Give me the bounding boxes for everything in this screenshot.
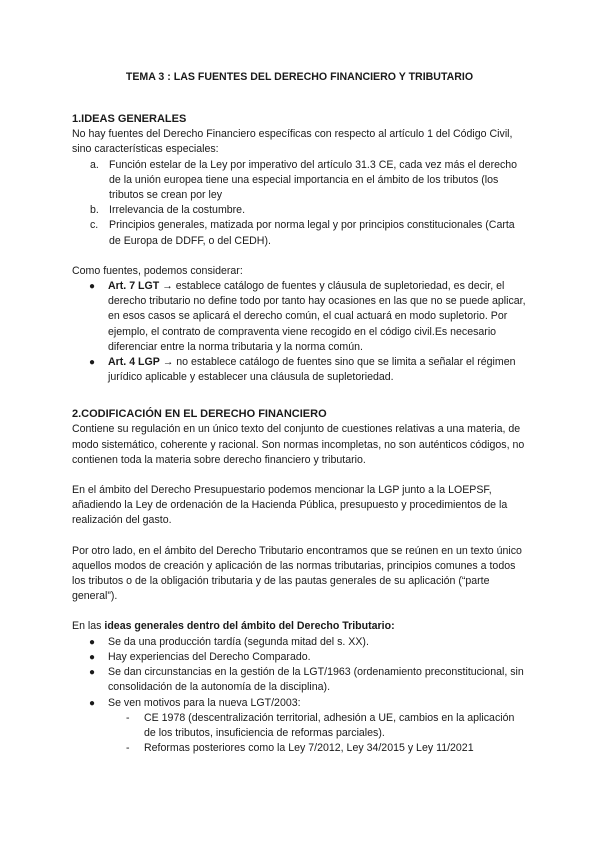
list-item: - CE 1978 (descentralización territorial, adhesión a UE, cambios en la aplicación de los tributos, insuficiencia de reformas parciales). xyxy=(126,711,515,739)
list-item: - Reformas posteriores como la Ley 7/2012, Ley 34/2015 y Ley 11/2021 xyxy=(126,742,474,755)
section-2-heading: 2.CODIFICACIÓN EN EL DERECHO FINANCIERO xyxy=(72,408,327,421)
section-1-intro: No hay fuentes del Derecho Financiero específicas con respecto al artículo 1 del Código Civil, sino características especiales: xyxy=(72,128,513,156)
list-item: ● Se da una producción tardía (segunda mitad del s. XX). xyxy=(89,635,369,648)
motivos-list xyxy=(72,711,527,757)
document-title: TEMA 3 : LAS FUENTES DEL DERECHO FINANCIERO Y TRIBUTARIO xyxy=(125,71,474,83)
characteristics-list xyxy=(72,158,527,249)
fuentes-list xyxy=(72,279,527,385)
list-item: ● Art. 7 LGT → establece catálogo de fuentes y cláusula de supletoriedad, es decir, el derecho tributario no define todo por tanto hay ocasiones en las que no se puede aplicar, en esos casos se aplicará el derecho común, el cual actuará en modo supletorio. Por ejemplo, el contrato de compraventa viene recogido en el código civil.Es necesario diferenciar entre la norma tributaria y la norma común. xyxy=(89,280,526,353)
list-item: ● Art. 4 LGP → no establece catálogo de fuentes sino que se limita a señalar el régimen jurídico aplicable y establecer una cláusula de supletoriedad. xyxy=(89,356,516,384)
ideas-list xyxy=(72,635,527,711)
section-2-paragraph: En el ámbito del Derecho Presupuestario podemos mencionar la LGP junto a la LOEPSF, añadiendo la Ley de ordenación de la Hacienda Pública, presupuesto y procedimientos de la realización del gasto. xyxy=(72,484,508,527)
list-item: b. Irrelevancia de la costumbre. xyxy=(90,204,246,217)
list-item: ● Hay experiencias del Derecho Comparado. xyxy=(89,650,311,663)
ideas-intro: En las ideas generales dentro del ámbito del Derecho Tributario: xyxy=(72,620,395,633)
document-page xyxy=(72,70,527,756)
list-item: ● Se dan circunstancias en la gestión de la LGT/1963 (ordenamiento preconstitucional, sin consolidación de la autonomía de la disciplina). xyxy=(89,666,524,694)
fuentes-intro: Como fuentes, podemos considerar: xyxy=(72,264,243,277)
section-2-paragraph: Contiene su regulación en un único texto del conjunto de cuestiones relativas a una materia, de modo sistemático, coherente y racional. Son normas incompletas, no son auténticos códigos, no contienen toda la materia sobre derecho financiero y tributario. xyxy=(72,423,525,466)
list-item: a. Función estelar de la Ley por imperativo del artículo 31.3 CE, cada vez más el derecho de la unión europea tiene una especial importancia en el ámbito de los tributos (los tributos se crean por ley xyxy=(90,158,518,202)
list-item: ● Se ven motivos para la nueva LGT/2003: xyxy=(89,696,301,709)
list-item: c. Principios generales, matizada por norma legal y por principios constitucionales (Carta de Europa de DDFF, o del CEDH). xyxy=(90,219,515,247)
section-2-paragraph: Por otro lado, en el ámbito del Derecho Tributario encontramos que se reúnen en un texto único aquellos modos de creación y aplicación de las normas tributarias, principios comunes a todos los tributos o de la obligación tributaria y de las pautas generales de su aplicación (“parte general”). xyxy=(72,544,522,603)
section-1-heading: 1.IDEAS GENERALES xyxy=(72,113,187,126)
